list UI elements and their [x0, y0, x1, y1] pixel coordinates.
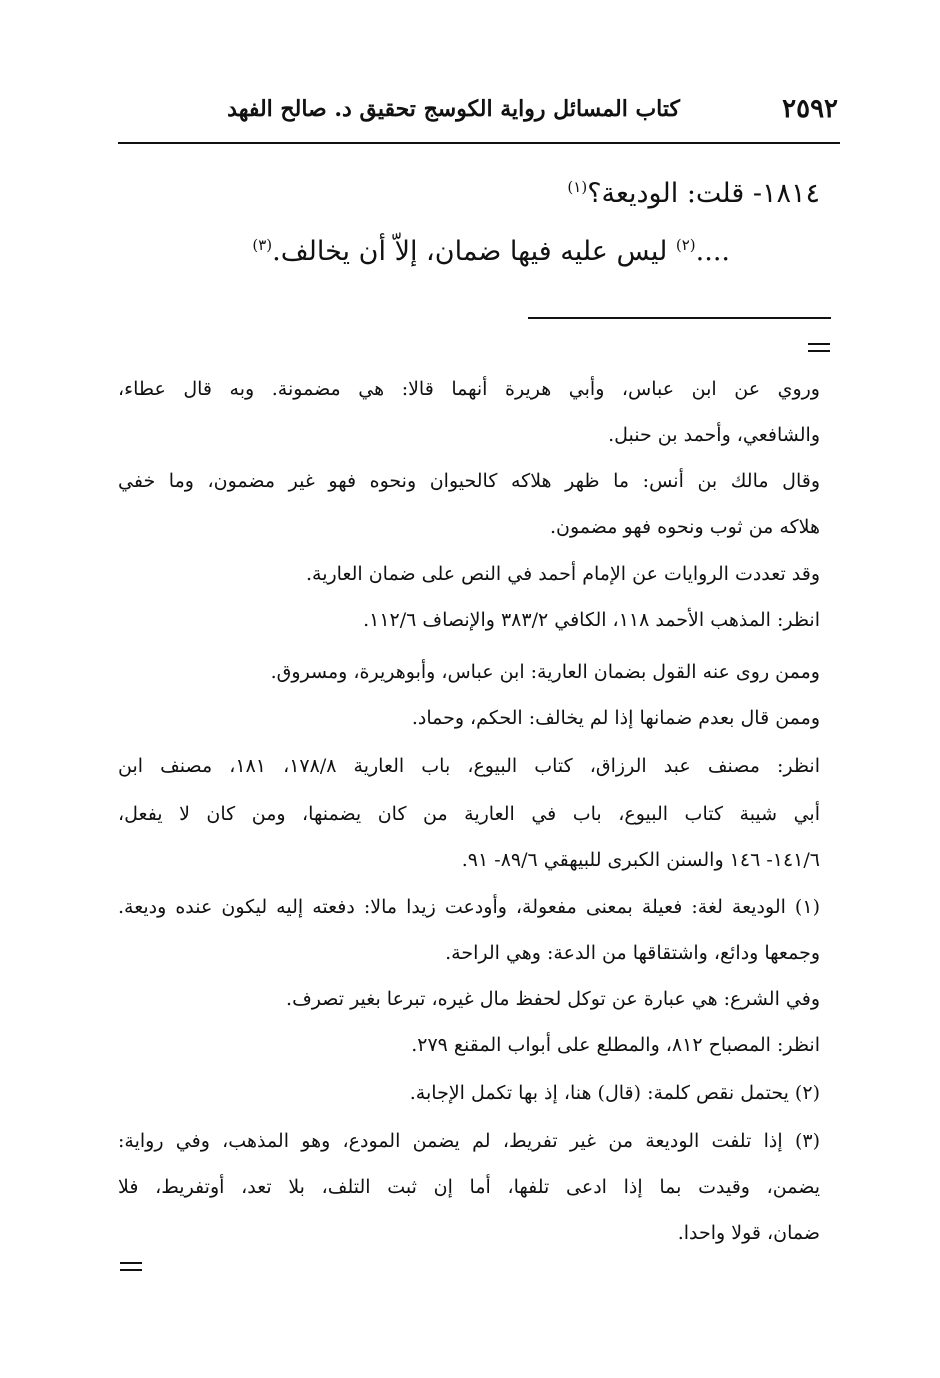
- footnote-line: وممن روى عنه القول بضمان العارية: ابن عباس، وأبوهريرة، ومسروق.: [270, 661, 820, 683]
- footnote-line: وروي عن ابن عباس، وأبي هريرة أنهما قالا: هي مضمونة. وبه قال عطاء،: [118, 378, 820, 400]
- footnote-line: وفي الشرع: هي عبارة عن توكل لحفظ مال غيره، تبرعا بغير تصرف.: [286, 988, 820, 1010]
- footnote-ref-2: (٢): [675, 236, 696, 254]
- footnote-ref-1: (١): [567, 178, 588, 196]
- footnote-line: (٢) يحتمل نقص كلمة: (قال) هنا، إذ بها تكمل الإجابة.: [409, 1082, 820, 1104]
- page-number: ٢٥٩٢: [782, 94, 838, 124]
- footnote-line: يضمن، وقيدت بما إذا ادعى تلفها، أما إن ثبت التلف، بلا تعد، أوتفريط، فلا: [118, 1176, 820, 1198]
- running-header-title: كتاب المسائل رواية الكوسج تحقيق د. صالح الفهد: [227, 96, 680, 122]
- footnote-line: وقد تعددت الروايات عن الإمام أحمد في النص على ضمان العارية.: [305, 563, 820, 585]
- question-line: [567, 178, 820, 209]
- footnote-line: (١) الوديعة لغة: فعيلة بمعنى مفعولة، وأودعت زيدا مالا: دفعته إليه ليكون عنده وديعة.: [118, 896, 820, 918]
- footnote-ref-3: (٣): [252, 236, 273, 254]
- footnote-line: والشافعي، وأحمد بن حنبل.: [608, 424, 820, 446]
- footnote-line: وقال مالك بن أنس: ما ظهر هلاكه كالحيوان ونحوه فهو غير مضمون، وما خفي: [118, 470, 820, 492]
- footnote-line: وممن قال بعدم ضمانها إذا لم يخالف: الحكم، وحماد.: [411, 707, 820, 729]
- answer-text: ليس عليه فيها ضمان، إلاّ أن يخالف.: [272, 236, 676, 267]
- header-rule: [118, 142, 840, 144]
- footnote-line: انظر: المذهب الأحمد ١١٨، الكافي ٣٨٣/٢ والإنصاف ١١٢/٦.: [363, 609, 820, 631]
- continuation-mark-top: [808, 343, 830, 357]
- question-text: ١٨١٤- قلت: الوديعة؟: [587, 178, 820, 209]
- footnote-line: ١٤١/٦- ١٤٦ والسنن الكبرى للبيهقي ٨٩/٦- ٩١.: [461, 849, 820, 871]
- footnote-separator: [528, 317, 831, 319]
- answer-line: [252, 236, 730, 267]
- footnote-line: وجمعها ودائع، واشتقاقها من الدعة: وهي الراحة.: [445, 942, 820, 964]
- answer-ellipsis: ....: [695, 236, 730, 267]
- footnote-line: انظر: مصنف عبد الرزاق، كتاب البيوع، باب العارية ١٧٨/٨، ١٨١، مصنف ابن: [118, 755, 821, 777]
- footnote-line: ضمان، قولا واحدا.: [677, 1222, 820, 1244]
- continuation-mark-bottom: [120, 1262, 142, 1276]
- footnote-line: (٣) إذا تلفت الوديعة من غير تفريط، لم يضمن المودع، وهو المذهب، وفي رواية:: [118, 1130, 820, 1152]
- footnote-line: أبي شيبة كتاب البيوع، باب في العارية من كان يضمنها، ومن كان لا يفعل،: [118, 803, 820, 825]
- footnote-line: انظر: المصباح ٨١٢، والمطلع على أبواب المقنع ٢٧٩.: [411, 1034, 820, 1056]
- footnote-line: هلاكه من ثوب ونحوه فهو مضمون.: [549, 516, 820, 538]
